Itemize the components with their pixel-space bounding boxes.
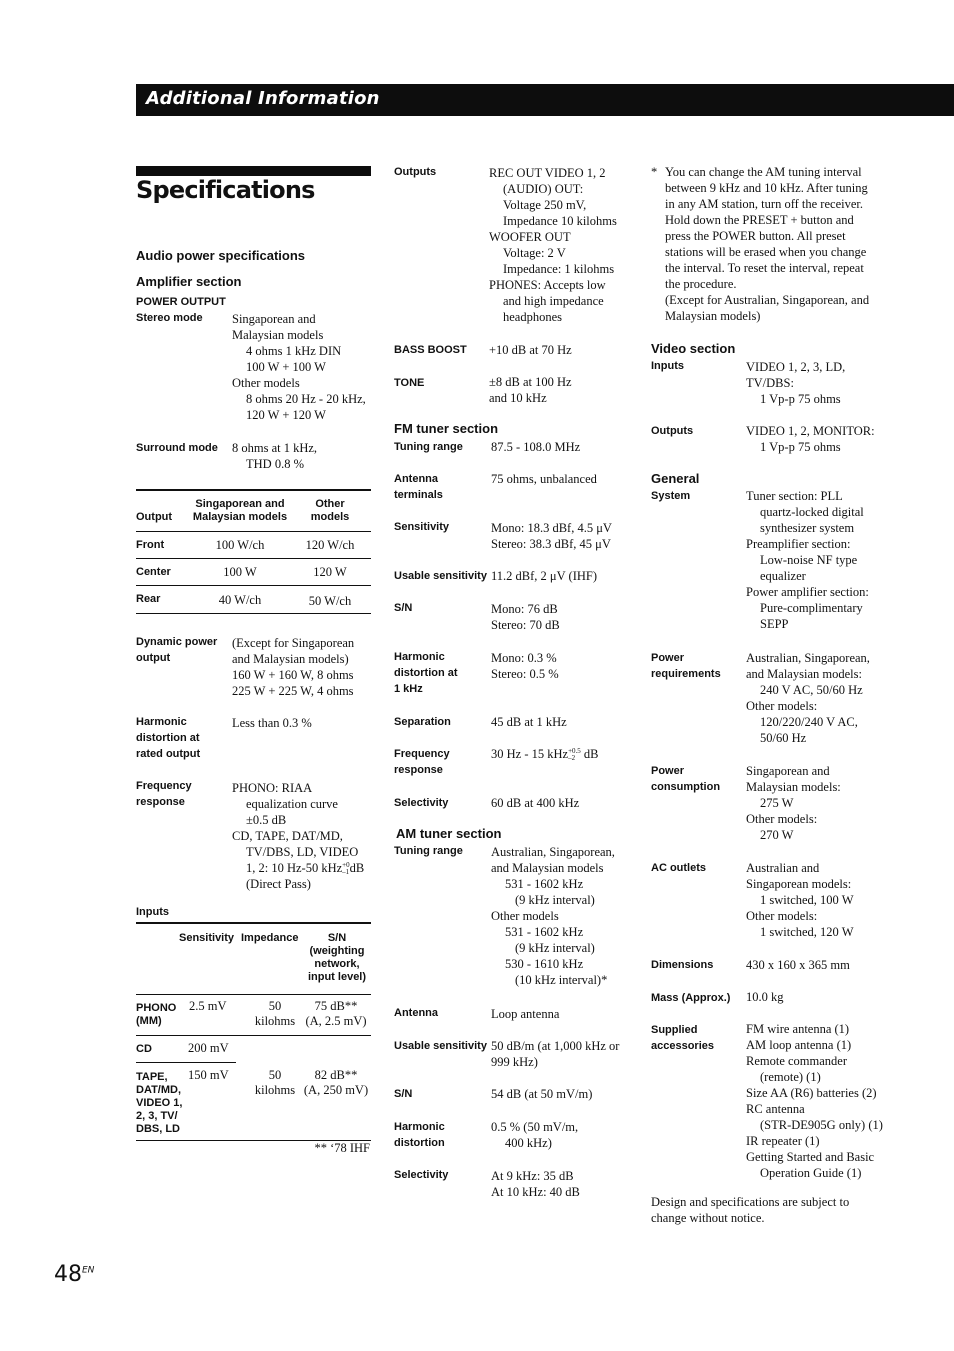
title-bar [136, 166, 371, 176]
section-banner [136, 84, 954, 116]
bass-boost-value: +10 dB at 70 Hz [489, 343, 572, 357]
frequency-response-value: PHONO: RIAA equalization curve ±0.5 dB CD, TAPE, DAT/MD, TV/DBS, LD, VIDEO 1, 2: 10 Hz-50 kHz +0 –1 dB (Direct Pass) [232, 781, 365, 892]
am-harmonic-label: Harmonic distortion [394, 1121, 445, 1149]
table-row-label: Center [136, 566, 171, 578]
bass-boost-label: BASS BOOST [394, 344, 467, 356]
footnote-mark: * [651, 165, 658, 179]
table-header-sm-models: Singaporean and Malaysian models [192, 498, 288, 523]
fm-tuning-range-label: Tuning range [394, 441, 463, 453]
fm-frequency-value: 30 Hz - 15 kHz +0.5 –2 dB [491, 747, 599, 763]
am-tuner-heading: AM tuner section [396, 826, 502, 841]
fm-usable-sensitivity-value: 11.2 dBf, 2 μV (IHF) [491, 569, 598, 583]
outputs-value: REC OUT VIDEO 1, 2 (AUDIO) OUT: Voltage 250 mV, Impedance 10 kilohms WOOFER OUT Voltage: 2 V Impedance: 1 kilohms PHONES: Accepts low and high impedance headphones [489, 166, 617, 324]
fm-separation-label: Separation [394, 716, 451, 728]
am-usable-sensitivity-value: 50 dB/m (at 1,000 kHz or 999 kHz) [491, 1039, 620, 1069]
table-cell: 40 W/ch [218, 593, 262, 607]
video-inputs-value: VIDEO 1, 2, 3, LD, TV/DBS: 1 Vp-p 75 ohms [746, 360, 846, 406]
table-row-label: Rear [136, 593, 161, 605]
am-antenna-value: Loop antenna [491, 1007, 560, 1021]
table-row-label: TAPE, DAT/MD, VIDEO 1, 2, 3, TV/ DBS, LD [136, 1071, 183, 1135]
dimensions-value: 430 x 160 x 365 mm [746, 958, 850, 972]
outputs-label: Outputs [394, 166, 437, 178]
dynamic-power-label: Dynamic power output [136, 636, 218, 664]
table-cell: 100 W [223, 565, 257, 579]
table-row-label: PHONO (MM) [136, 1002, 177, 1027]
system-label: System [651, 490, 691, 502]
dynamic-power-value: (Except for Singaporean and Malaysian models) 160 W + 160 W, 8 ohms 225 W + 225 W, 4 ohms [232, 636, 355, 698]
table-header-sensitivity: Sensitivity [179, 932, 235, 944]
fm-sn-label: S/N [394, 602, 413, 614]
page-number: $48^{EN}$ [54, 1262, 95, 1287]
fm-selectivity-value: 60 dB at 400 kHz [491, 796, 580, 810]
stereo-mode-value: Singaporean and Malaysian models 4 ohms 1 kHz DIN 100 W + 100 W Other models 8 ohms 20 Hz - 20 kHz, 120 W + 120 W [232, 312, 366, 422]
am-selectivity-value: At 9 kHz: 35 dB At 10 kHz: 40 dB [491, 1169, 580, 1199]
surround-mode-value: 8 ohms at 1 kHz, THD 0.8 % [232, 441, 318, 471]
am-tuning-range-value: Australian, Singaporean, and Malaysian models 531 - 1602 kHz (9 kHz interval) Other models 531 - 1602 kHz (9 kHz interval) 530 - 1610 kHz (10 kHz interval)* [491, 845, 615, 987]
ac-outlets-value: Australian and Singaporean models: 1 switched, 100 W Other models: 1 switched, 120 W [746, 861, 854, 939]
fm-sensitivity-value: Mono: 18.3 dBf, 4.5 μV Stereo: 38.3 dBf, 45 μV [491, 521, 612, 551]
table-cell: 120 W/ch [305, 538, 355, 552]
am-interval-footnote: You can change the AM tuning interval between 9 kHz and 10 kHz. After tuning in any AM station, turn off the receiver. Hold down the PRESET + button and press the POWER button. All preset stations will be erased when you change the interval. To reset the interval, repeat the procedure. (Except for Australian, Singaporean, and Malaysian models) [665, 165, 870, 323]
table-header-sn: S/N (weighting network, input level) [307, 932, 367, 983]
table-cell: 100 W/ch [215, 538, 265, 552]
fm-selectivity-label: Selectivity [394, 797, 449, 809]
fm-antenna-value: 75 ohms, unbalanced [491, 472, 597, 486]
power-consumption-label: Power consumption [651, 765, 721, 793]
section-title: Additional Information [146, 88, 380, 109]
am-sn-value: 54 dB (at 50 mV/m) [491, 1087, 593, 1101]
table-cell: 82 dB** (A, 250 mV) [303, 1068, 369, 1097]
video-outputs-label: Outputs [651, 425, 694, 437]
system-value: Tuner section: PLL quartz-locked digital synthesizer system Preamplifier section: Low-noise NF type equalizer Power amplifier section: Pure-complimentary SEPP [746, 489, 869, 631]
power-requirements-value: Australian, Singaporean, and Malaysian models: 240 V AC, 50/60 Hz Other models: 120/220/240 V AC, 50/60 Hz [746, 651, 870, 745]
am-selectivity-label: Selectivity [394, 1169, 449, 1181]
table-cell: 200 mV [188, 1041, 229, 1055]
am-sn-label: S/N [394, 1088, 413, 1100]
fm-antenna-label: Antenna terminals [394, 473, 443, 501]
table-row-label: Front [136, 539, 165, 551]
table-cell: 150 mV [188, 1068, 229, 1082]
fm-tuner-heading: FM tuner section [394, 421, 499, 436]
page-title: Specifications [136, 176, 315, 204]
table-cell: 50 kilohms [254, 1068, 296, 1097]
fm-separation-value: 45 dB at 1 kHz [491, 715, 567, 729]
amplifier-section-heading: Amplifier section [136, 274, 242, 289]
stereo-mode-label: Stereo mode [136, 312, 203, 324]
table-cell: 75 dB** (A, 2.5 mV) [305, 999, 367, 1028]
accessories-value: FM wire antenna (1) AM loop antenna (1) Remote commander (remote) (1) Size AA (R6) batteries (2) RC antenna (STR-DE905G only) (1) IR repeater (1) Getting Started and Basic Operation Guide (1) [746, 1022, 883, 1180]
table-footnote: ** ‘78 IHF [314, 1141, 370, 1155]
am-antenna-label: Antenna [394, 1007, 438, 1019]
dimensions-label: Dimensions [651, 959, 714, 971]
am-harmonic-value: 0.5 % (50 mV/m, 400 kHz) [491, 1120, 579, 1150]
table-cell: 50 W/ch [308, 594, 352, 608]
table-cell: 120 W [313, 565, 347, 579]
fm-harmonic-label: Harmonic distortion at 1 kHz [394, 651, 458, 695]
frequency-response-label: Frequency response [136, 780, 192, 808]
tone-value: ±8 dB at 100 Hz and 10 kHz [489, 375, 572, 405]
table-cell: 50 kilohms [254, 999, 296, 1028]
notice-text: Design and specifications are subject to change without notice. [651, 1195, 850, 1225]
fm-harmonic-value: Mono: 0.3 % Stereo: 0.5 % [491, 651, 559, 681]
harmonic-distortion-label: Harmonic distortion at rated output [136, 716, 201, 760]
mass-label: Mass (Approx.) [651, 992, 731, 1004]
video-inputs-label: Inputs [651, 360, 684, 372]
video-outputs-value: VIDEO 1, 2, MONITOR: 1 Vp-p 75 ohms [746, 424, 875, 454]
table-header-other-models: Other models [310, 498, 350, 523]
surround-mode-label: Surround mode [136, 442, 218, 454]
fm-tuning-range-value: 87.5 - 108.0 MHz [491, 440, 581, 454]
mass-value: 10.0 kg [746, 990, 784, 1004]
power-consumption-value: Singaporean and Malaysian models: 275 W Other models: 270 W [746, 764, 841, 842]
fm-sn-value: Mono: 76 dB Stereo: 70 dB [491, 602, 560, 632]
fm-sensitivity-label: Sensitivity [394, 521, 450, 533]
power-output-label: POWER OUTPUT [136, 296, 226, 308]
am-usable-sensitivity-label: Usable sensitivity [394, 1040, 487, 1052]
harmonic-distortion-value: Less than 0.3 % [232, 716, 312, 730]
fm-usable-sensitivity-label: Usable sensitivity [394, 570, 487, 582]
power-requirements-label: Power requirements [651, 652, 721, 680]
ac-outlets-label: AC outlets [651, 862, 706, 874]
audio-power-heading: Audio power specifications [136, 248, 306, 263]
table-cell: 2.5 mV [189, 999, 227, 1013]
video-section-heading: Video section [651, 341, 736, 356]
am-tuning-range-label: Tuning range [394, 845, 463, 857]
fm-frequency-label: Frequency response [394, 748, 450, 776]
table-header-output: Output [136, 511, 173, 523]
tone-label: TONE [394, 377, 425, 389]
inputs-label: Inputs [136, 906, 169, 918]
table-row-label: CD [136, 1043, 152, 1055]
general-heading: General [651, 471, 700, 486]
accessories-label: Supplied accessories [651, 1024, 714, 1052]
table-header-impedance: Impedance [241, 932, 299, 944]
